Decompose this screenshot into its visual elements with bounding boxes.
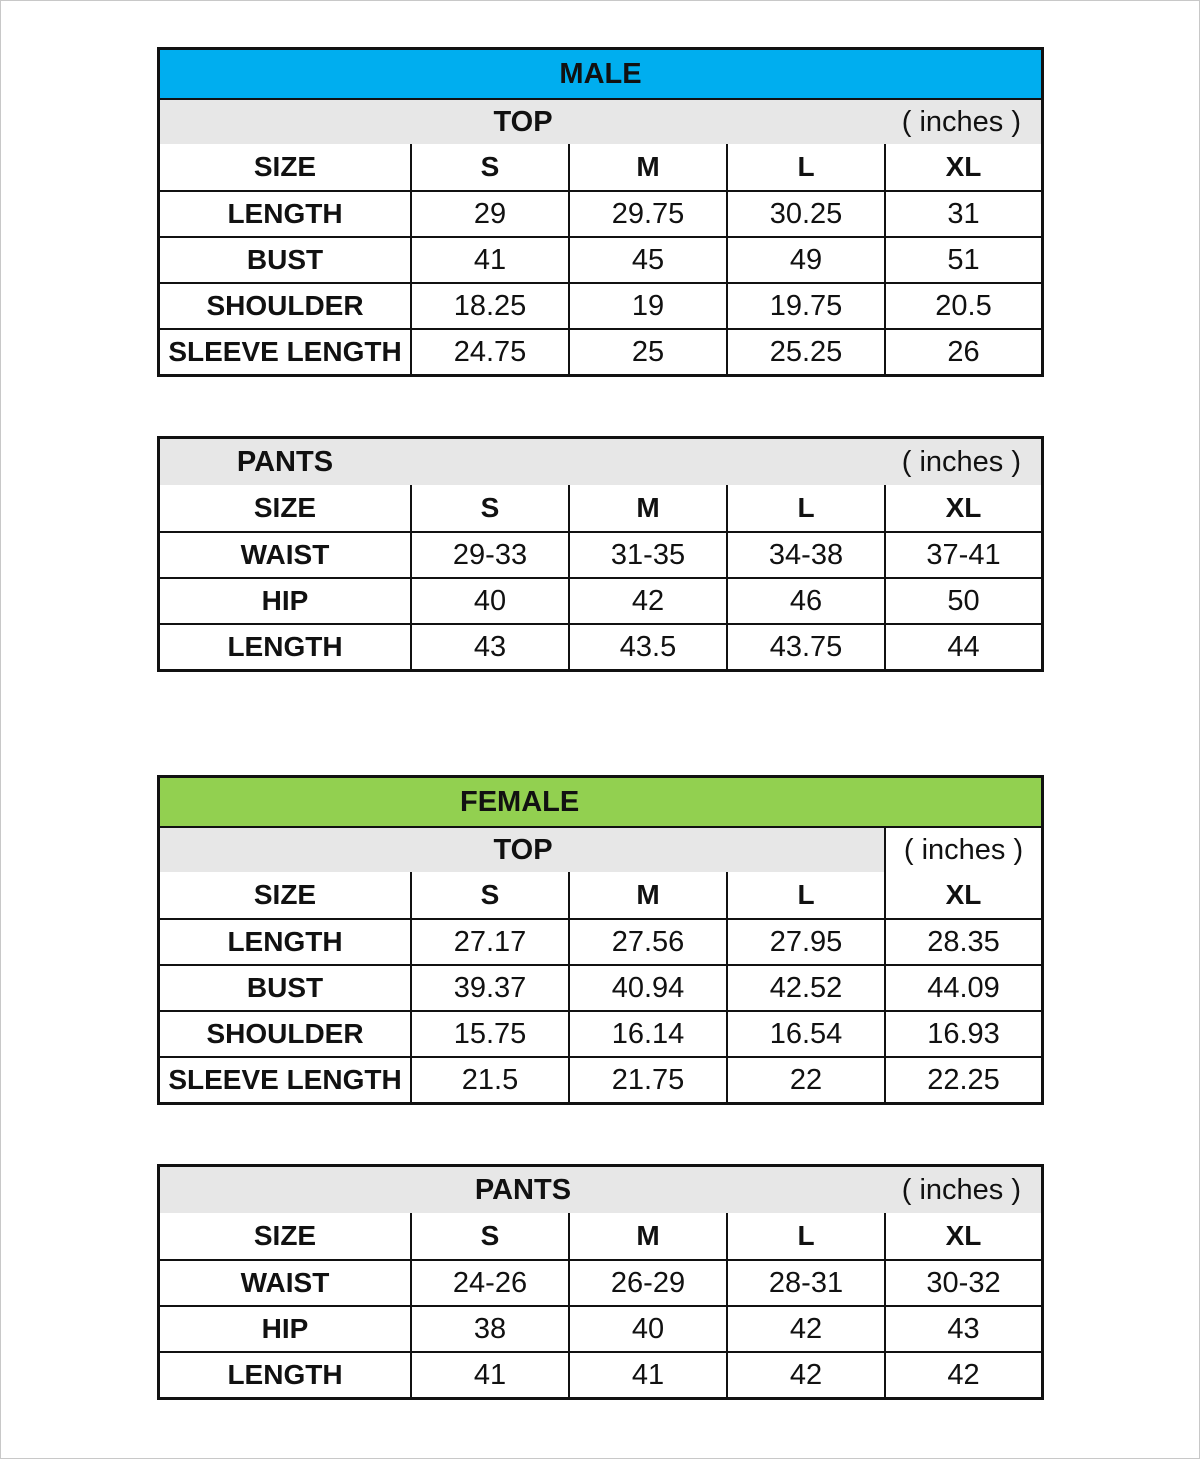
male-pants-subheader: [160, 439, 1041, 485]
table-row: [160, 1305, 1041, 1351]
measurement-value: 40: [568, 1307, 726, 1351]
size-header: SIZE: [253, 879, 317, 910]
measurement-value: 44: [884, 625, 1041, 669]
male-top-body: [160, 144, 1041, 374]
size-label: S: [410, 872, 568, 918]
female-top-title: TOP: [493, 833, 553, 866]
table-header-row: [160, 872, 1041, 918]
measurement-value: 22.25: [884, 1058, 1041, 1102]
male-pants-title: PANTS: [236, 445, 334, 478]
measurement-value: 22: [726, 1058, 884, 1102]
row-label: LENGTH: [227, 926, 343, 957]
female-pants-title: PANTS: [474, 1173, 572, 1206]
measurement-value: 29-33: [410, 533, 568, 577]
row-label: LENGTH: [227, 198, 343, 229]
row-label: WAIST: [240, 1267, 330, 1298]
row-label: SLEEVE LENGTH: [168, 1064, 402, 1095]
measurement-value: 28-31: [726, 1261, 884, 1305]
row-label: SLEEVE LENGTH: [168, 336, 402, 367]
row-label: SHOULDER: [206, 1018, 364, 1049]
male-top-table: [157, 47, 1044, 377]
measurement-value: 41: [568, 1353, 726, 1397]
female-top-body: [160, 872, 1041, 1102]
measurement-value: 39.37: [410, 966, 568, 1010]
measurement-value: 24-26: [410, 1261, 568, 1305]
measurement-value: 28.35: [884, 920, 1041, 964]
measurement-value: 40.94: [568, 966, 726, 1010]
size-header: SIZE: [253, 151, 317, 182]
female-top-unit: ( inches ): [884, 828, 1041, 872]
table-row: [160, 577, 1041, 623]
male-banner: MALE: [160, 50, 1041, 98]
measurement-value: 40: [410, 579, 568, 623]
size-label: L: [726, 485, 884, 531]
measurement-value: 16.93: [884, 1012, 1041, 1056]
measurement-value: 37-41: [884, 533, 1041, 577]
measurement-value: 27.17: [410, 920, 568, 964]
row-label: HIP: [261, 1313, 309, 1344]
measurement-value: 27.56: [568, 920, 726, 964]
size-label: XL: [884, 144, 1041, 190]
size-header: SIZE: [253, 492, 317, 523]
table-row: [160, 282, 1041, 328]
table-row: [160, 1259, 1041, 1305]
measurement-value: 30.25: [726, 192, 884, 236]
measurement-value: 31: [884, 192, 1041, 236]
row-label: SHOULDER: [206, 290, 364, 321]
measurement-value: 41: [410, 1353, 568, 1397]
female-top-table: [157, 775, 1044, 1105]
row-label: HIP: [261, 585, 309, 616]
measurement-value: 19: [568, 284, 726, 328]
row-label: LENGTH: [227, 631, 343, 662]
table-row: [160, 531, 1041, 577]
measurement-value: 34-38: [726, 533, 884, 577]
measurement-value: 27.95: [726, 920, 884, 964]
size-label: XL: [884, 1213, 1041, 1259]
female-pants-body: [160, 1213, 1041, 1397]
table-row: [160, 236, 1041, 282]
male-pants-table: [157, 436, 1044, 672]
measurement-value: 26-29: [568, 1261, 726, 1305]
size-label: S: [410, 1213, 568, 1259]
size-label: M: [568, 144, 726, 190]
female-top-subheader: [160, 826, 1041, 872]
measurement-value: 42: [884, 1353, 1041, 1397]
size-label: S: [410, 144, 568, 190]
male-top-unit: ( inches ): [901, 105, 1021, 138]
measurement-value: 26: [884, 330, 1041, 374]
measurement-value: 46: [726, 579, 884, 623]
row-label: BUST: [246, 244, 324, 275]
size-header: SIZE: [253, 1220, 317, 1251]
measurement-value: 38: [410, 1307, 568, 1351]
male-pants-body: [160, 485, 1041, 669]
measurement-value: 42: [726, 1353, 884, 1397]
measurement-value: 16.14: [568, 1012, 726, 1056]
size-label: L: [726, 1213, 884, 1259]
male-pants-unit: ( inches ): [901, 445, 1021, 478]
size-label: M: [568, 1213, 726, 1259]
row-label: WAIST: [240, 539, 330, 570]
table-header-row: [160, 1213, 1041, 1259]
table-row: [160, 1056, 1041, 1102]
measurement-value: 21.5: [410, 1058, 568, 1102]
measurement-value: 45: [568, 238, 726, 282]
table-row: [160, 964, 1041, 1010]
measurement-value: 29.75: [568, 192, 726, 236]
female-pants-table: [157, 1164, 1044, 1400]
size-label: XL: [884, 485, 1041, 531]
female-pants-subheader: [160, 1167, 1041, 1213]
male-top-title: TOP: [493, 105, 553, 138]
male-top-subheader: [160, 98, 1041, 144]
measurement-value: 43.5: [568, 625, 726, 669]
measurement-value: 43: [884, 1307, 1041, 1351]
table-row: [160, 1351, 1041, 1397]
table-row: [160, 328, 1041, 374]
measurement-value: 44.09: [884, 966, 1041, 1010]
measurement-value: 30-32: [884, 1261, 1041, 1305]
measurement-value: 42.52: [726, 966, 884, 1010]
size-label: S: [410, 485, 568, 531]
female-banner: FEMALE: [160, 778, 1041, 826]
row-label: BUST: [246, 972, 324, 1003]
table-row: [160, 623, 1041, 669]
table-row: [160, 1010, 1041, 1056]
row-label: LENGTH: [227, 1359, 343, 1390]
measurement-value: 31-35: [568, 533, 726, 577]
measurement-value: 21.75: [568, 1058, 726, 1102]
table-header-row: [160, 144, 1041, 190]
size-label: M: [568, 485, 726, 531]
size-label: M: [568, 872, 726, 918]
table-header-row: [160, 485, 1041, 531]
table-row: [160, 190, 1041, 236]
measurement-value: 15.75: [410, 1012, 568, 1056]
female-pants-unit: ( inches ): [901, 1173, 1021, 1206]
measurement-value: 29: [410, 192, 568, 236]
measurement-value: 19.75: [726, 284, 884, 328]
table-row: [160, 918, 1041, 964]
measurement-value: 43: [410, 625, 568, 669]
measurement-value: 25: [568, 330, 726, 374]
size-label: L: [726, 144, 884, 190]
size-label: L: [726, 872, 884, 918]
measurement-value: 20.5: [884, 284, 1041, 328]
measurement-value: 25.25: [726, 330, 884, 374]
measurement-value: 18.25: [410, 284, 568, 328]
measurement-value: 24.75: [410, 330, 568, 374]
measurement-value: 49: [726, 238, 884, 282]
measurement-value: 42: [726, 1307, 884, 1351]
measurement-value: 16.54: [726, 1012, 884, 1056]
size-label: XL: [884, 872, 1041, 918]
measurement-value: 43.75: [726, 625, 884, 669]
measurement-value: 41: [410, 238, 568, 282]
measurement-value: 51: [884, 238, 1041, 282]
measurement-value: 50: [884, 579, 1041, 623]
measurement-value: 42: [568, 579, 726, 623]
